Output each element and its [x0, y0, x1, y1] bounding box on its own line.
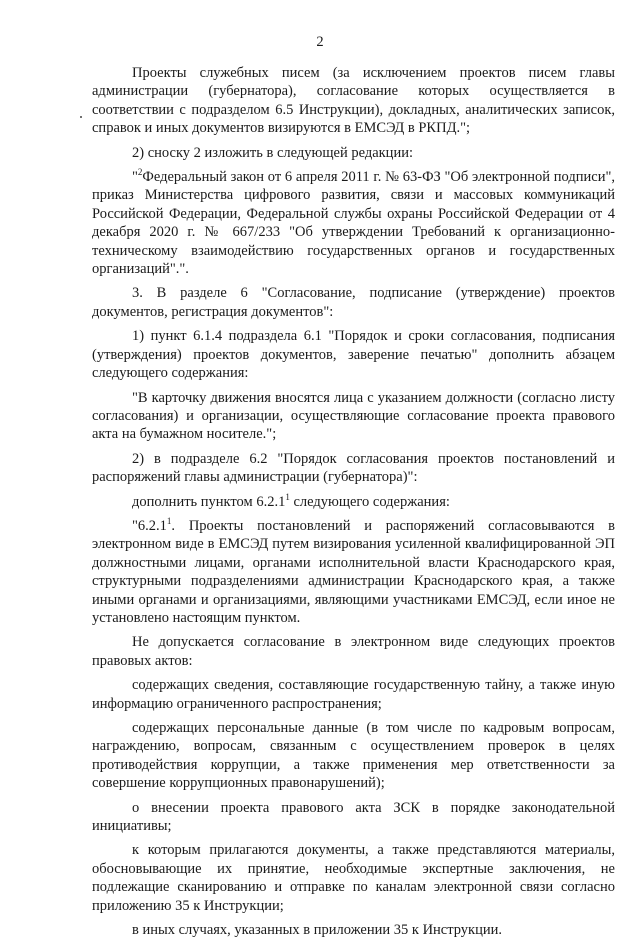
scan-speck: [80, 116, 82, 118]
paragraph-zsk-initiative: о внесении проекта правового акта ЗСК в порядке законодательной инициативы;: [92, 799, 615, 835]
paragraph-6-2-1-text: "6.2.1$^1$. Проекты постановлений и распоряжений согласовываются в электронном виде в ЕМСЭД путем визирования усиленной квалифицированной ЭП должностными лицами, органами исполнительной власти Краснодарского края, структурными подразделениями администрации Краснодарского края, а также иными органами и организациями, являющими участниками ЕМСЭД, если иное не установлено настоящим пунктом.: [92, 516, 615, 626]
paragraph-state-secret: содержащих сведения, составляющие государственную тайну, а также иную информацию ограниченного распространения;: [92, 677, 615, 712]
paragraph-card-movement: "В карточку движения вносятся лица с указанием должности (согласно листу согласования) и организации, осуществляющие согласование проекта правового акта на бумажном носителе.";: [92, 389, 615, 443]
paragraph-letters-visa: Проекты служебных писем (за исключением проектов писем главы администрации (губернатора), согласование которых осуществляется в соответствии с подразделом 6.5 Инструкции), докладных, аналитических записок, справок и иных документов визируются в ЕМСЭД в РКПД.";: [92, 65, 615, 137]
paragraph-item-2: 2) в подразделе 6.2 "Порядок согласования проектов постановлений и распоряжений главы администрации (губернатора)":: [92, 450, 615, 486]
paragraph-footnote-2-intro: 2) сноску 2 изложить в следующей редакции:: [132, 144, 413, 161]
paragraph-other-cases: в иных случаях, указанных в приложении 35 к Инструкции.: [132, 922, 503, 939]
paragraph-personal-data: содержащих персональные данные (в том числе по кадровым вопросам, награждению, вопросам, связанным с осуществлением проверок в целях противодействия коррупции, а также применения мер ответственности за совершение коррупционных правонарушений);: [92, 720, 615, 792]
paragraph-add-6-2-1: дополнить пунктом 6.2.1$^1$ следующего содержания:: [132, 491, 450, 510]
superscript-marker: 1: [285, 491, 290, 502]
paragraph-footnote-2-text: "$^2$Федеральный закон от 6 апреля 2011 г. № 63-ФЗ "Об электронной подписи", приказ Министерства цифрового развития, связи и массовых коммуникаций Российской Федерации, Федеральной службы охраны Российской Федерации от 4 декабря 2020 г. № 667/233 "Об утверждении Требований к организационно-техническому взаимодействию государственных органов и государственных организаций".".: [92, 167, 615, 278]
superscript-marker: 1: [166, 516, 172, 527]
page-number: 2: [316, 34, 324, 50]
footnote-marker: 2: [137, 167, 143, 178]
paragraph-attached-docs: к которым прилагаются документы, а также представляются материалы, обосновывающие их принятие, необходимые экспертные заключения, не подлежащие сканированию и отправке по каналам электронной связи согласно приложению 35 к Инструкции;: [92, 842, 615, 914]
paragraph-not-allowed: Не допускается согласование в электронном виде следующих проектов правовых актов:: [92, 634, 615, 669]
document-body: [92, 64, 615, 939]
paragraph-item-1: 1) пункт 6.1.4 подраздела 6.1 "Порядок и сроки согласования, подписания (утверждения) проектов документов, заверение печатью" дополнить абзацем следующего содержания:: [92, 328, 615, 382]
paragraph-section-6: 3. В разделе 6 "Согласование, подписание (утверждение) проектов документов, регистрация документов":: [92, 285, 615, 320]
